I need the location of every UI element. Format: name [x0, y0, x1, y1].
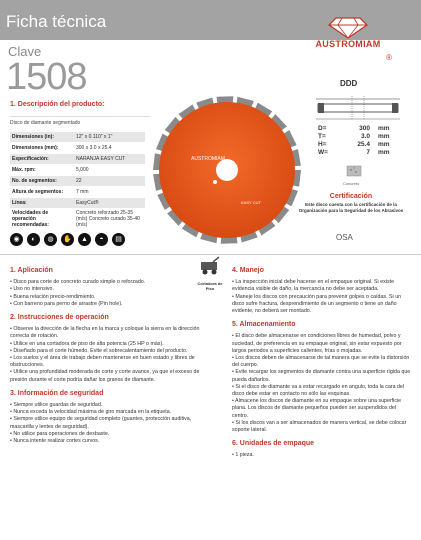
certification-title: Certificación: [329, 193, 373, 200]
spec-value: 12" x 0.110" x 1": [74, 132, 145, 143]
icon-boots: ▲: [78, 233, 91, 246]
icon-ear: ◐: [27, 233, 40, 246]
floor-saw-label: Cortadora de Piso: [197, 281, 223, 291]
clave-label: Clave: [8, 44, 42, 59]
registered-mark: ®: [386, 53, 392, 62]
divider: [0, 254, 421, 255]
spec-key: Altura de segmentos:: [10, 187, 74, 198]
spec-value: 22: [74, 176, 145, 187]
spec-key: Especificación:: [10, 154, 74, 165]
icon-mask: ◍: [44, 233, 57, 246]
list-item: • El disco debe almacenarse en condiciones libres de humedad, polvo y suciedad, de preferencia en su empaque original, sin estar expuesto por largos periodos a superficies calientes, frías o mojadas.: [232, 333, 402, 354]
dimension-row: [318, 125, 390, 133]
icon-helmet: ◓: [95, 233, 108, 246]
list-item: • Evite recargar los segmentos de diamante contra una superficie rígida que pueda dañarlos.: [232, 369, 411, 383]
almacenamiento-list: [232, 333, 412, 434]
list-item: • Diseñado para el corte húmedo. Evite el sobrecalentamiento del producto.: [10, 347, 188, 354]
list-item: • Nunca exceda la velocidad máxima de giro marcada en la etiqueta.: [10, 409, 172, 416]
spec-row: [10, 154, 145, 165]
description-title: 1. Descripción del producto:: [10, 101, 105, 108]
floor-saw-icon: [199, 256, 221, 276]
spec-key: No. de segmentos:: [10, 176, 74, 187]
list-item: • Los suelos y el área de trabajo deben mantenerse en buen estado y libres de obstrucciones.: [10, 355, 195, 369]
dimension-unit: mm: [378, 133, 390, 140]
section-title-seguridad: 3. Información de seguridad: [10, 389, 104, 397]
spec-value: 7 mm: [74, 187, 145, 198]
safety-symbols: [10, 233, 125, 246]
section-title-manejo: 4. Manejo: [232, 267, 264, 274]
divider: [10, 116, 150, 117]
dimension-row: [318, 149, 390, 157]
dimension-unit: mm: [378, 141, 390, 148]
list-item: • Utilice una profundidad moderada de corte y corte avance, ya que el exceso de presión durante el corte podría dañar los granos de diamante.: [10, 369, 200, 383]
list-item: • Uso no intensivo.: [10, 286, 54, 293]
spec-key: Máx. rpm:: [10, 165, 74, 176]
osa-logo: OSA: [336, 233, 353, 242]
diamond-blade-image: [151, 94, 303, 246]
icon-goggles: ◉: [10, 233, 23, 246]
description-subtitle: Disco de diamante segmentado: [10, 120, 81, 126]
concrete-icon: [346, 163, 362, 179]
list-item: • Almacene los discos de diamante en su empaque sobre una superficie plana. Los discos de diamante pequeños pueden ser suspendidos del centro.: [232, 398, 402, 419]
brand-name: AUSTROMIAM: [315, 39, 381, 49]
spec-value: EasyCut®: [74, 198, 145, 209]
left-column: [10, 267, 200, 445]
blade-profile-drawing: [312, 93, 404, 125]
page-title: Ficha técnica: [6, 12, 107, 31]
list-item: • Disco para corte de concreto curado simple o reforzado.: [10, 279, 146, 286]
list-item: • Con barreno para perno de arrastre (Pin hole).: [10, 300, 123, 307]
list-item: • Maneje los discos con precaución para prevenir golpes o caídas. Si un disco sufre fractura, desprendimiento de un segmento o tiene un daño evidente, no deberá ser montado.: [232, 293, 402, 315]
icon-gloves: ✋: [61, 233, 74, 246]
spec-value: 300 x 3.0 x 25.4: [74, 143, 145, 154]
list-item: • Si los discos van a ser almacenados de manera vertical, se debe colocar soporte lateral.: [232, 419, 407, 434]
specs-table: [10, 132, 145, 230]
spec-row: [10, 187, 145, 198]
spec-row: [10, 176, 145, 187]
dimension-value: 3.0: [360, 133, 370, 140]
dimension-value: 300: [359, 125, 370, 132]
list-item: • Nunca intente realizar cortes curvos.: [10, 438, 100, 445]
dimension-unit: mm: [378, 149, 390, 156]
dimension-value: 7: [366, 149, 370, 156]
dimension-label: W=: [318, 149, 328, 156]
concrete-label: Concreto: [343, 181, 360, 186]
dimension-unit: mm: [378, 125, 390, 132]
list-item: • Buena relación precio-rendimiento.: [10, 293, 96, 300]
list-item: • No utilice para operaciones de desbaste.: [10, 430, 110, 437]
spec-row: [10, 132, 145, 143]
right-column: [232, 267, 412, 460]
dimensions-list: [318, 125, 390, 157]
ddd-label: DDD: [340, 79, 358, 88]
list-item: • 1 pieza.: [232, 452, 254, 459]
spec-key: Línea:: [10, 198, 74, 209]
spec-row: [10, 209, 145, 230]
diamond-icon: [328, 17, 368, 39]
spec-value: 5,000: [74, 165, 145, 176]
section-title-instrucciones: 2. Instrucciones de operación: [10, 314, 109, 322]
dimension-label: H=: [318, 141, 327, 148]
seguridad-list: [10, 402, 200, 445]
brand-logo: [300, 17, 396, 63]
spec-value: NARANJA EASY CUT: [74, 154, 145, 165]
section-title-almacenamiento: 5. Almacenamiento: [232, 321, 296, 329]
list-item: • Siempre utilice guardas de seguridad.: [10, 402, 103, 409]
spec-value: Concreto reforzado 25-35 (m/s) Concreto curado 35-40 (m/s): [74, 209, 145, 230]
dimension-row: [318, 141, 390, 149]
list-item: • Si el disco de diamante va a estar recargado en angulo, toda la cara del disco debe estar en contacto no sólo las esquinas.: [232, 383, 405, 398]
certification-text: Este disco cuenta con la certificación de la Organización para la Seguridad de los Abrasivos: [298, 202, 404, 213]
spec-row: [10, 165, 145, 176]
list-item: • Observe la dirección de la flecha en la marca y coloque la sierra en la dirección correcta de rotación.: [10, 326, 200, 340]
dimension-row: [318, 133, 390, 141]
icon-book: ▤: [112, 233, 125, 246]
spec-row: [10, 198, 145, 209]
list-item: • La inspección inicial debe hacerse en el empaque original. Si existe evidencia visible de daño, la mercancía no debe ser aceptada.: [232, 279, 395, 293]
svg-text:AUSTROMIAM: AUSTROMIAM: [191, 156, 225, 162]
instrucciones-list: [10, 326, 200, 384]
empaque-list: [232, 452, 412, 459]
spec-key: Dimensiones (in):: [10, 132, 74, 143]
list-item: • Utilice en una cortadora de piso de alta potencia (25 HP o más).: [10, 340, 164, 347]
floor-saw: [196, 256, 224, 291]
list-item: • Los discos deben de almacenarse de tal manera que se evite la distorsión del cuerpo.: [232, 355, 410, 369]
aplicacion-list: [10, 279, 200, 308]
svg-text:EASY CUT: EASY CUT: [241, 200, 261, 205]
dimension-label: T=: [318, 133, 326, 140]
spec-key: Dimensiones (mm):: [10, 143, 74, 154]
manejo-list: [232, 279, 412, 315]
spec-key: Velocidades de operación recomendadas:: [10, 209, 74, 230]
section-title-empaque: 6. Unidades de empaque: [232, 440, 315, 448]
product-code: 1508: [6, 56, 87, 98]
section-title-aplicacion: 1. Aplicación: [10, 267, 53, 274]
spec-row: [10, 143, 145, 154]
list-item: • Siempre utilice equipo de seguridad completo (guantes, protección auditiva, mascarilla y lentes de seguridad).: [10, 416, 192, 430]
dimension-label: D=: [318, 125, 327, 132]
dimension-value: 25.4: [357, 141, 370, 148]
